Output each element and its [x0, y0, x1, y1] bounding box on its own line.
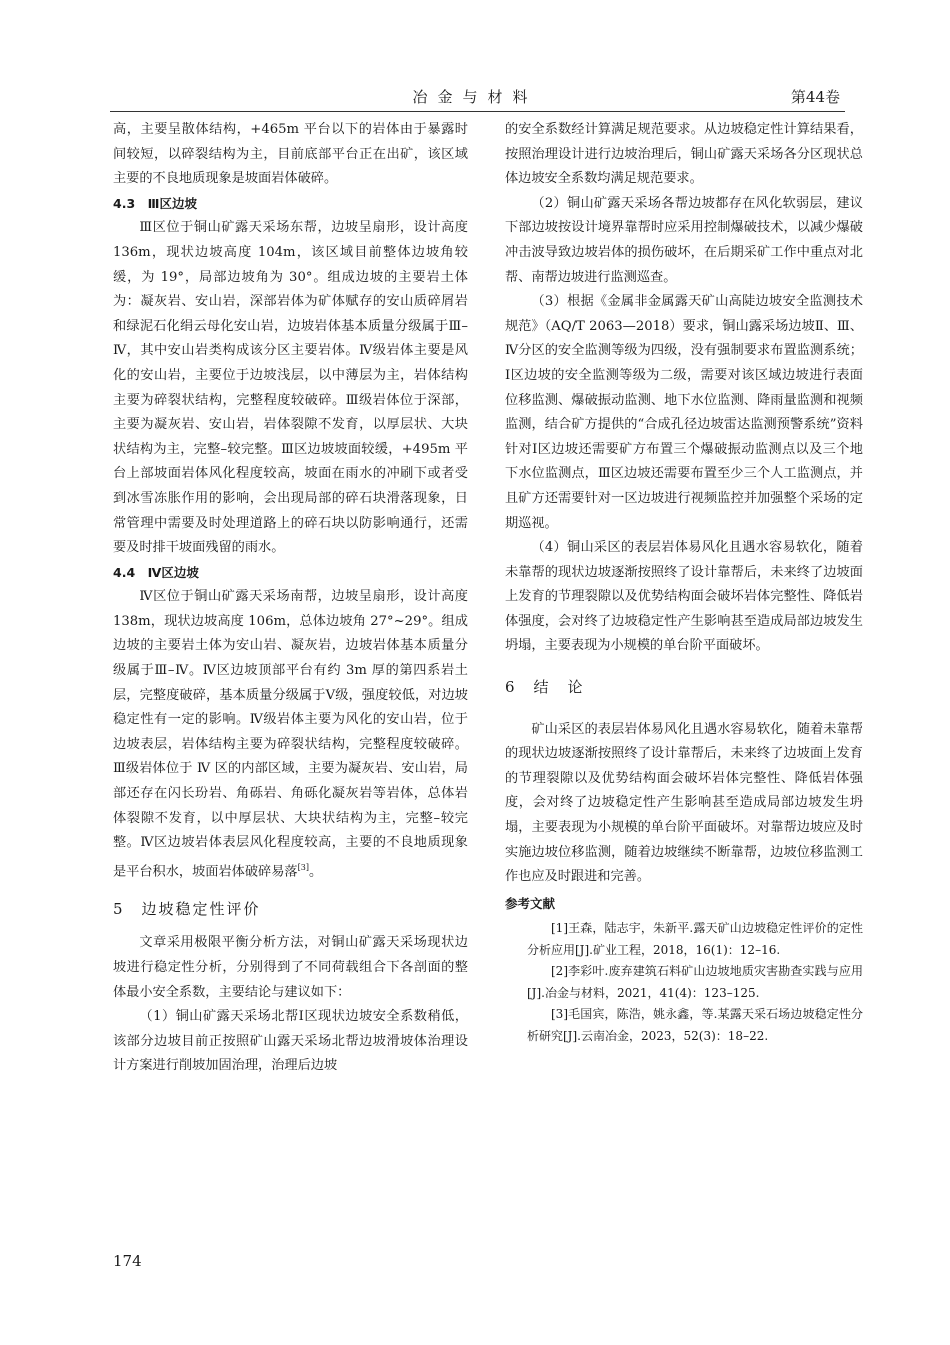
references-heading: 参考文献	[505, 895, 556, 911]
paragraph-5-2: （2）铜山矿露天采场各帮边坡都存在风化软弱层，建议下部边坡按设计境界靠帮时应采用控制爆破技术，以减少爆破冲击波导致边坡岩体的损伤破坏，在后期采矿工作中重点对北帮、南帮边坡进行监测巡查。	[505, 195, 863, 285]
reference-item: [2]李彩叶.废弃建筑石料矿山边坡地质灾害勘查实践与应用[J].冶金与材料，2021，41(4)：123–125.	[527, 964, 863, 1000]
paragraph-5: 文章采用极限平衡分析方法，对铜山矿露天采场现状边坡进行稳定性分析，分别得到了不同荷载组合下各剖面的整体最小安全系数，主要结论与建议如下：	[113, 935, 468, 1000]
reference-item: [1]王森，陆志宇，朱新平.露天矿山边坡稳定性评价的定性分析应用[J].矿业工程，2018，16(1)：12–16.	[527, 921, 863, 957]
paragraph-4-4	[113, 585, 468, 885]
journal-name: 冶金与材料	[412, 88, 538, 106]
citation-3[interactable]: [3]	[297, 862, 309, 872]
section-5-heading: 5 边坡稳定性评价	[113, 899, 261, 918]
section-4-3-heading: 4.3 Ⅲ区边坡	[113, 195, 197, 211]
volume-label: 第44卷	[790, 88, 840, 106]
section-4-4-heading: 4.4 Ⅳ区边坡	[113, 564, 199, 580]
paragraph-5-3: （3）根据《金属非金属露天矿山高陡边坡安全监测技术规范》（AQ/T 2063—2018）要求，铜山露采场边坡Ⅱ、Ⅲ、Ⅳ分区的安全监测等级为四级，没有强制要求布置监测系统；Ⅰ区边坡的安全监测等级为二级，需要对该区域边坡进行表面位移监测、爆破振动监测、地下水位监测、降雨量监测和视频监测，结合矿方提供的“合成孔径边坡雷达监测预警系统”资料针对Ⅰ区边坡还需要矿方布置三个爆破振动监测点以及三个地下水位监测点，Ⅲ区边坡还需要布置至少三个人工监测点，并且矿方还需要针对一区边坡进行视频监控并加强整个采场的定期巡视。	[505, 294, 863, 531]
paragraph-6: 矿山采区的表层岩体易风化且遇水容易软化，随着未靠帮的现状边坡逐渐按照终了设计靠帮后，未来终了边坡面上发育的节理裂隙以及优势结构面会破坏岩体完整性、降低岩体强度，会对终了边坡稳定性产生影响甚至造成局部边坡发生坍塌，主要表现为小规模的单台阶平面破坏。对靠帮边坡应及时实施边坡位移监测，随着边坡继续不断靠帮，边坡位移监测工作也应及时跟进和完善。	[505, 721, 863, 885]
page-number: 174	[113, 1252, 142, 1270]
header-rule	[110, 111, 845, 112]
paragraph-4-3: Ⅲ区位于铜山矿露天采场东帮，边坡呈扇形，设计高度 136m，现状边坡高度 104m，该区域目前整体边坡角较缓，为 19°，局部边坡角为 30°。组成边坡的主要岩土体为：凝灰岩、安山岩，深部岩体为矿体赋存的安山质碎屑岩和绿泥石化绢云母化安山岩，边坡岩体基本质量分级属于Ⅲ–Ⅳ，其中安山岩类构成该分区主要岩体。Ⅳ级岩体主要是风化的安山岩，主要位于边坡浅层，以中薄层为主，岩体结构主要为碎裂状结构，完整程度较破碎。Ⅲ级岩体位于深部，主要为凝灰岩、安山岩，岩体裂隙不发育，以厚层状、大块状结构为主，完整–较完整。Ⅲ区边坡坡面较缓，+495m 平台上部坡面岩体风化程度较高，坡面在雨水的冲刷下或者受到冰雪冻胀作用的影响，会出现局部的碎石块滑落现象，日常管理中需要及时处理道路上的碎石块以防影响通行，还需要及时排干坡面残留的雨水。	[113, 220, 468, 556]
reference-item: [3]毛国宾，陈浩，姚永鑫，等.某露天采石场边坡稳定性分析研究[J].云南冶金，2023，52(3)：18–22.	[527, 1007, 863, 1043]
left-column	[113, 118, 468, 1079]
paragraph-5-1: （1）铜山矿露天采场北帮Ⅰ区现状边坡安全系数稍低，该部分边坡目前正按照矿山露天采场北帮边坡滑坡体治理设计方案进行削坡加固治理，治理后边坡	[113, 1009, 468, 1074]
right-column	[505, 118, 863, 1047]
running-header	[110, 86, 840, 108]
section-6-heading: 6 结 论	[505, 678, 585, 697]
paragraph-4-4-text: Ⅳ区位于铜山矿露天采场南帮，边坡呈扇形，设计高度 138m，现状边坡高度 106m，总体边坡角 27°~29°。组成边坡的主要岩土体为安山岩、凝灰岩，边坡岩体基本质量分级属于Ⅲ–Ⅳ。Ⅳ区边坡顶部平台有约 3m 厚的第四系岩土层，完整度破碎，基本质量分级属于Ⅴ级，强度较低，对边坡稳定性有一定的影响。Ⅳ级岩体主要为风化的安山岩，位于边坡表层，岩体结构主要为碎裂状结构，完整程度较破碎。Ⅲ级岩体位于 Ⅳ 区的内部区域，主要为凝灰岩、安山岩，局部还存在闪长玢岩、角砾岩、角砾化凝灰岩等岩体，总体岩体裂隙不发育，以中厚层状、大块状结构为主，完整–较完整。Ⅳ区边坡岩体表层风化程度较高，主要的不良地质现象是平台积水，坡面岩体破碎易落	[113, 589, 468, 880]
paragraph-5-4: （4）铜山采区的表层岩体易风化且遇水容易软化，随着未靠帮的现状边坡逐渐按照终了设计靠帮后，未来终了边坡面上发育的节理裂隙以及优势结构面会破坏岩体完整性、降低岩体强度，会对终了边坡稳定性产生影响甚至造成局部边坡发生坍塌，主要表现为小规模的单台阶平面破坏。	[505, 540, 863, 654]
paragraph-4-4-end: 。	[308, 864, 323, 880]
paragraph-intro: 高，主要呈散体结构，+465m 平台以下的岩体由于暴露时间较短，以碎裂结构为主，目前底部平台正在出矿，该区域主要的不良地质现象是坡面岩体破碎。	[113, 122, 468, 187]
paragraph-continued: 的安全系数经计算满足规范要求。从边坡稳定性计算结果看，按照治理设计进行边坡治理后，铜山矿露天采场各分区现状总体边坡安全系数均满足规范要求。	[505, 122, 863, 187]
